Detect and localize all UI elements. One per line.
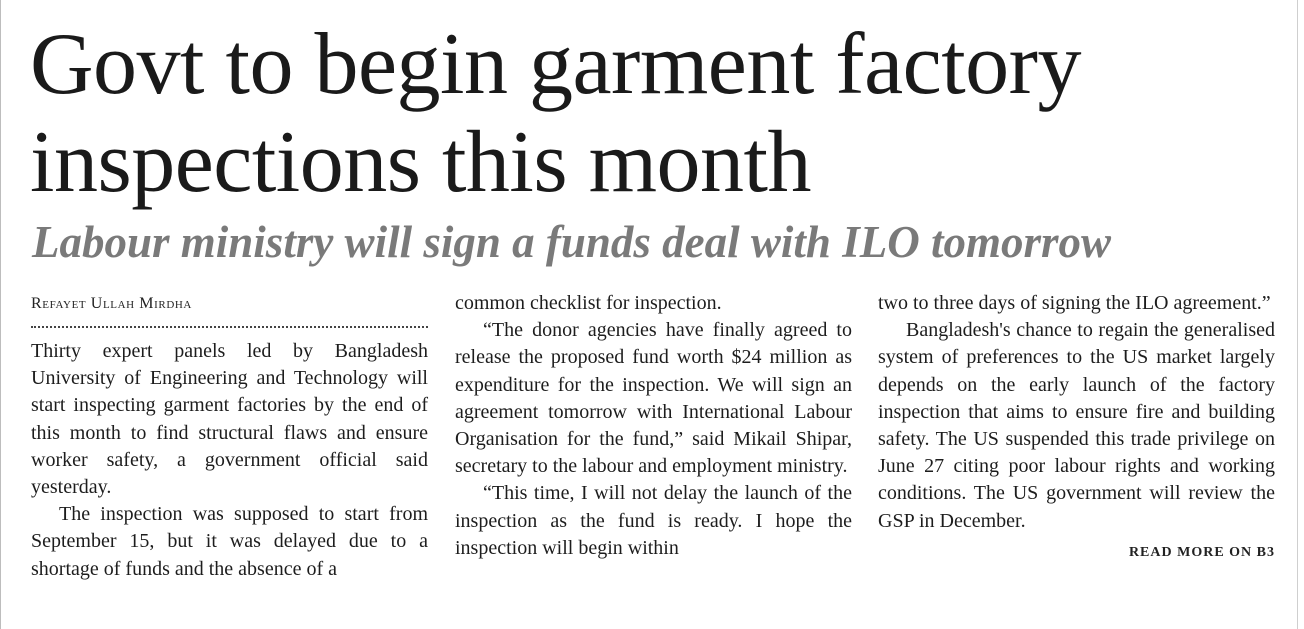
read-more-link[interactable]: READ MORE ON B3	[1128, 544, 1275, 560]
column-1-paragraph-1: Thirty expert panels led by Bangladesh University of Engineering and Technology will start inspecting garment factories by the end of this month to find structural flaws and ensure worker safety, a government official said yesterday.	[31, 340, 428, 499]
subheadline: Labour ministry will sign a funds deal with ILO tomorrow	[32, 217, 1111, 267]
article-column-1	[31, 290, 428, 583]
article-column-3	[878, 290, 1275, 566]
column-3-paragraph-2: Bangladesh's chance to regain the generalised system of preferences to the US market largely depends on the early launch of the factory inspection that aims to ensure fire and building safety. The US suspended this trade privilege on June 27 citing poor labour rights and working conditions. The US government will review the GSP in December.	[878, 319, 1275, 532]
headline	[30, 16, 1290, 212]
column-2-paragraph-3: “This time, I will not delay the launch of the inspection as the fund is ready. I hope the inspection will begin within	[455, 482, 852, 559]
headline-line-2: inspections this month	[30, 114, 811, 211]
page-right-rule	[1297, 0, 1298, 629]
column-2-paragraph-1: common checklist for inspection.	[455, 292, 722, 314]
headline-line-1: Govt to begin garment factory	[30, 16, 1081, 113]
article-column-2	[455, 290, 852, 562]
column-1-paragraph-2: The inspection was supposed to start from September 15, but it was delayed due to a shortage of funds and the absence of a	[31, 503, 428, 580]
byline: Refayet Ullah Mirdha	[31, 295, 192, 312]
column-3-paragraph-1: two to three days of signing the ILO agreement.”	[878, 292, 1271, 314]
page-left-rule	[0, 0, 1, 629]
column-2-paragraph-2: “The donor agencies have finally agreed to release the proposed fund worth $24 million as expenditure for the inspection. We will sign an agreement tomorrow with International Labour Organisation for the fund,” said Mikail Shipar, secretary to the labour and employment ministry.	[455, 319, 852, 478]
byline-divider	[31, 326, 428, 328]
